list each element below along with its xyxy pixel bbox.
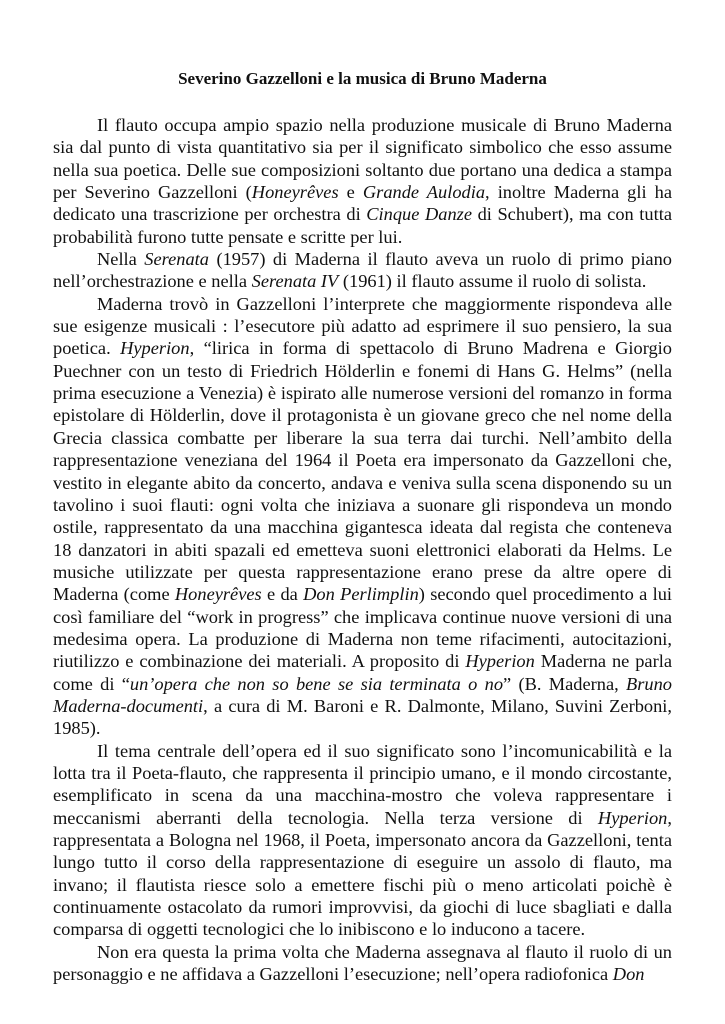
- paragraph: [53, 114, 672, 248]
- text-run: e: [338, 182, 363, 203]
- italic-text-run: Hyperion: [120, 338, 190, 359]
- italic-text-run: Honeyrêves: [174, 584, 262, 605]
- italic-text-run: Don: [612, 964, 645, 985]
- paragraph: [53, 740, 672, 941]
- italic-text-run: Don Perlimplin: [303, 584, 419, 605]
- text-run: Nella: [97, 249, 145, 270]
- italic-text-run: Honeyrêves: [251, 182, 339, 203]
- text-run: (1957) di Maderna il flauto aveva un ruolo di primo piano nell’orchestrazione e nella: [53, 249, 672, 292]
- text-run: Maderna ne parla come di “: [53, 651, 672, 694]
- italic-text-run: Cinque Danze: [366, 204, 472, 225]
- text-run: , rappresentata a Bologna nel 1968, il Poeta, impersonato ancora da Gazzelloni, tenta lungo tutto il corso della rappresentazione di eseguire un assolo di flauto, ma invano; il flautista riesce solo a emettere fischi più o meno articolati poichè è continuamente ostacolato da rumori improvvisi, da giochi di luce sbagliati e dalla comparsa di oggetti tecnologici che lo inibiscono e lo inducono a tacere.: [53, 807, 672, 940]
- italic-text-run: Bruno Maderna-documenti: [53, 673, 672, 716]
- text-run: Non era questa la prima volta che Maderna assegnava al flauto il ruolo di un personaggio e ne affidava a Gazzelloni l’esecuzione; nell’opera radiofonica: [53, 941, 672, 985]
- page-title: Severino Gazzelloni e la musica di Bruno Maderna: [178, 69, 547, 88]
- paragraph: [53, 248, 672, 293]
- text-run: (1961) il flauto assume il ruolo di solista.: [338, 271, 647, 292]
- text-run: Maderna trovò in Gazzelloni l’interprete che maggiormente rispondeva alle sue esigenze musicali : l’esecutore più adatto ad esprimere il suo pensiero, la sua poetica.: [53, 293, 672, 359]
- document-body: [53, 114, 672, 985]
- text-run: , inoltre Maderna gli ha dedicato una trascrizione per orchestra di: [53, 182, 672, 225]
- italic-text-run: Hyperion: [465, 651, 535, 672]
- text-run: , “lirica in forma di spettacolo di Bruno Madrena e Giorgio Puechner con un testo di Friedrich Hölderlin e fonemi di Hans G. Helms” (nella prima esecuzione a Venezia) è ispirato alle numerose versioni del romanzo in forma epistolare di Hölderlin, dove il protagonista è un giovane greco che nel nome della Grecia classica combatte per liberare la sua terra dai turchi. Nell’ambito della rappresentazione veneziana del 1964 il Poeta era impersonato da Gazzelloni che, vestito in elegante abito da concerto, andava e veniva sulla scena disponendo su un tavolino i suoi flauti: ogni volta che iniziava a suonare gli rispondeva un mondo ostile, rappresentato da una macchina gigantesca ideata dal regista che conteneva 18 danzatori in abiti spazali ed emetteva suoni elettronici elaborati da Helms. Le musiche utilizzate per questa rappresentazione erano prese da altre opere di Maderna (come: [53, 338, 672, 605]
- paragraph: [53, 293, 672, 740]
- italic-text-run: Grande Aulodia: [362, 182, 486, 203]
- text-run: , a cura di M. Baroni e R. Dalmonte, Milano, Suvini Zerboni, 1985).: [53, 695, 672, 739]
- text-run: Il flauto occupa ampio spazio nella produzione musicale di Bruno Maderna sia dal punto di vista quantitativo sia per il significato simbolico che esso assume nella sua poetica. Delle sue composizioni soltanto due portano una dedica a stampa per Severino Gazzelloni (: [53, 115, 672, 203]
- italic-text-run: Hyperion: [597, 807, 668, 828]
- italic-text-run: un’opera che non so bene se sia terminata o no: [129, 673, 504, 694]
- text-run: Il tema centrale dell’opera ed il suo significato sono l’incomunicabilità e la lotta tra il Poeta-flauto, che rappresenta il principio umano, e il mondo circostante, esemplificato in scena da una macchina-mostro che voleva rappresentare i meccanismi aberranti della tecnologia. Nella terza versione di: [53, 740, 672, 828]
- italic-text-run: Serenata: [144, 249, 209, 270]
- paragraph: [53, 941, 672, 986]
- text-run: ) secondo quel procedimento a lui così familiare del “work in progress” che implicava continue nuove versioni di una medesima opera. La produzione di Maderna non teme rifacimenti, autocitazioni, riutilizzo e combinazione dei materiali. A proposito di: [53, 584, 673, 672]
- text-run: di Schubert), ma con tutta probabilità furono tutte pensate e scritte per lui.: [53, 204, 672, 247]
- text-run: ” (B. Maderna,: [503, 673, 627, 694]
- italic-text-run: Serenata IV: [251, 271, 339, 292]
- text-run: e da: [261, 584, 304, 605]
